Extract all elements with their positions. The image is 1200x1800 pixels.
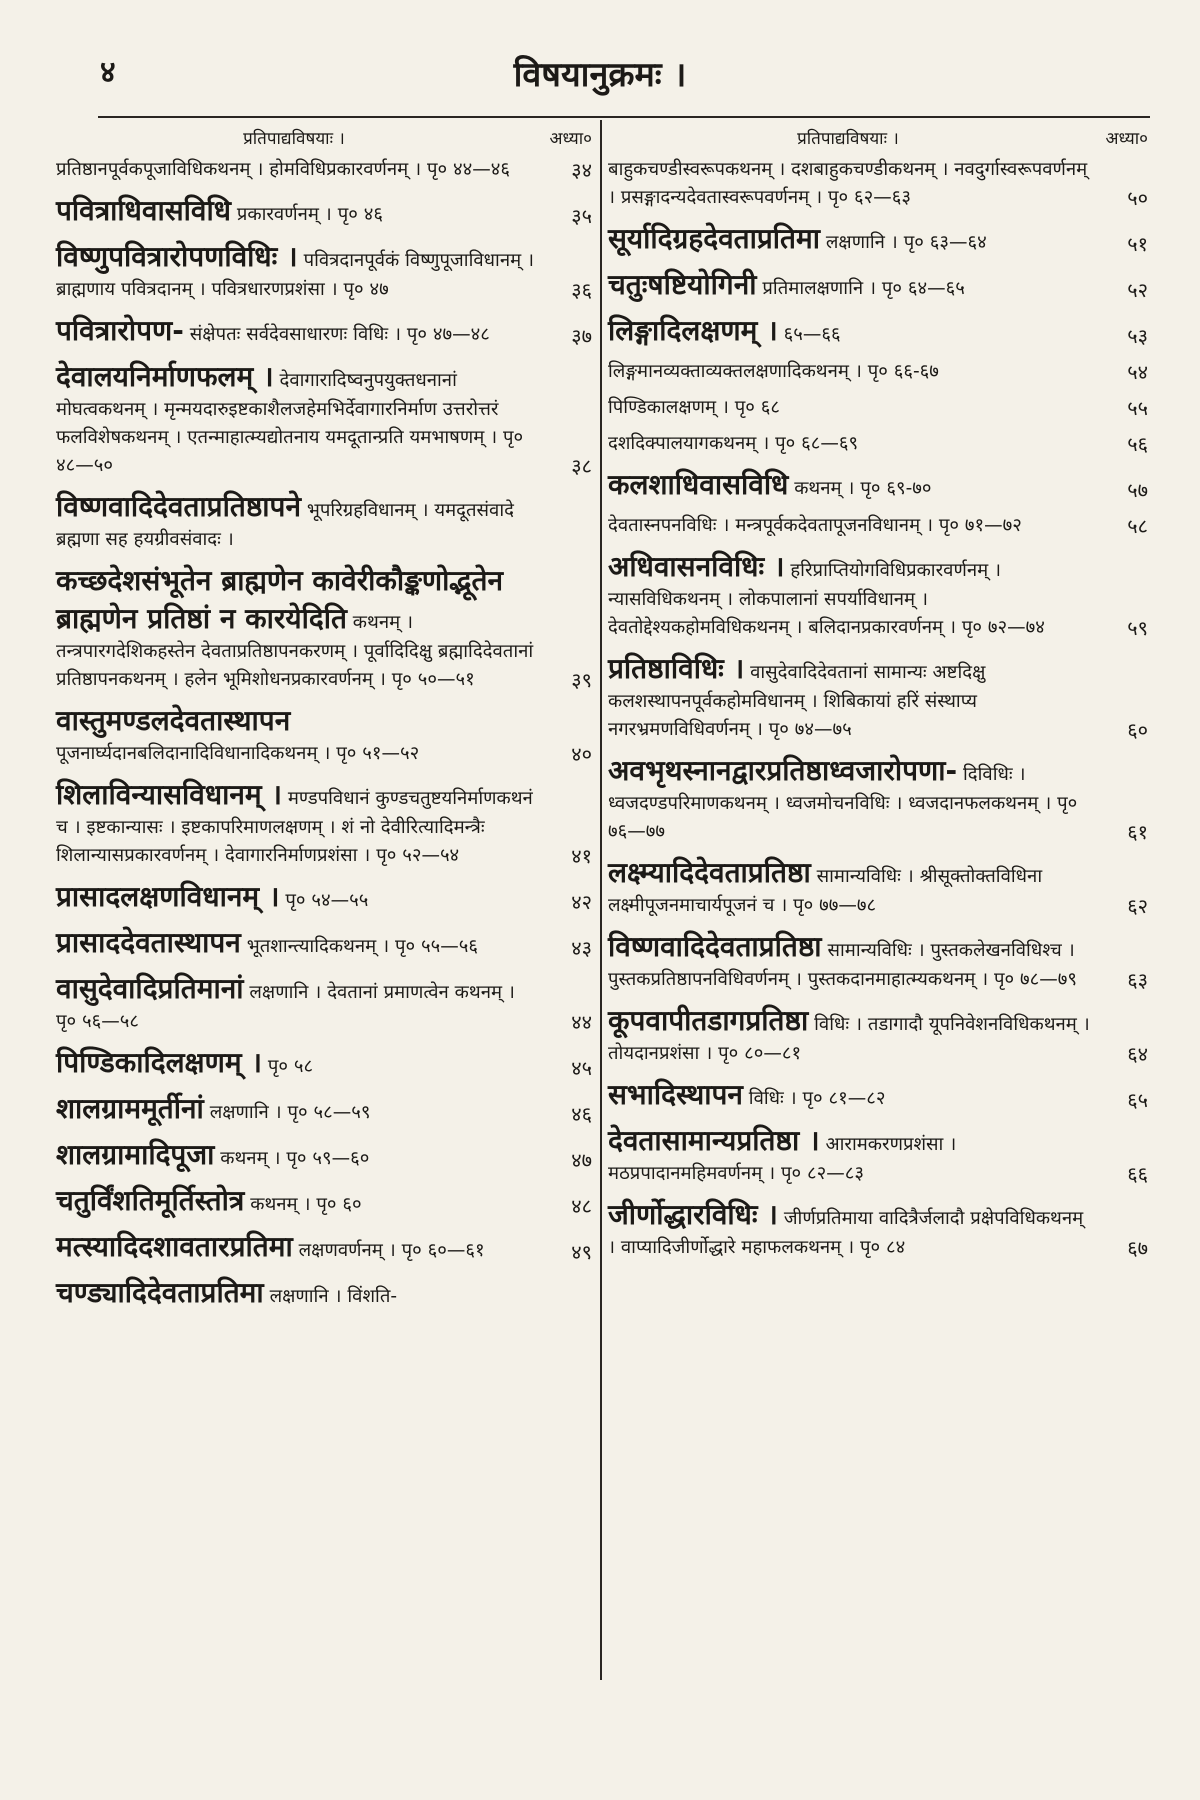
toc-entry-text xyxy=(608,156,1102,212)
toc-entry-text xyxy=(608,430,1102,458)
toc-entry-heading: शालग्राममूर्तीनां xyxy=(56,1092,204,1125)
toc-entry-description: लक्षणानि । देवतानां प्रमाणत्वेन कथनम् । पृ० ५६—५८ xyxy=(56,982,515,1032)
toc-entry xyxy=(56,1090,592,1128)
toc-entry-chapter-number: ५४ xyxy=(1127,360,1148,384)
toc-entry-chapter-number: ५६ xyxy=(1127,432,1148,456)
toc-entry-chapter-number: ४४ xyxy=(571,1010,592,1034)
toc-entry-text xyxy=(608,312,1102,350)
toc-entry-text xyxy=(608,752,1102,846)
left-entry-list xyxy=(56,156,592,1312)
toc-entry xyxy=(608,512,1148,540)
toc-entry-heading: प्रतिष्ठाविधिः । xyxy=(608,652,745,685)
toc-entry-description: आरामकरणप्रशंसा । मठप्रपादानमहिमवर्णनम् । पृ० ८२—८३ xyxy=(608,1134,957,1184)
toc-entry xyxy=(56,238,592,304)
toc-entry-heading: चतुर्विंशतिमूर्तिस्तोत्र xyxy=(56,1184,245,1217)
toc-entry xyxy=(56,924,592,962)
toc-entry-text xyxy=(608,1002,1102,1068)
right-entry-list xyxy=(608,156,1148,1262)
toc-entry-text xyxy=(608,266,1102,304)
toc-entry-chapter-number: ३८ xyxy=(571,454,592,478)
right-column xyxy=(608,120,1148,1270)
toc-entry-text xyxy=(608,358,1102,386)
toc-entry-heading: मत्स्यादिदशावतारप्रतिमा xyxy=(56,1230,293,1263)
toc-entry xyxy=(608,266,1148,304)
toc-entry-description: प्रतिष्ठानपूर्वकपूजाविधिकथनम् । होमविधिप्रकारवर्णनम् । पृ० ४४—४६ xyxy=(56,159,510,180)
toc-entry-heading: देवालयनिर्माणफलम् । xyxy=(56,360,274,393)
toc-entry xyxy=(56,1274,592,1312)
toc-entry-chapter-number: ५५ xyxy=(1127,396,1148,420)
toc-entry-heading: चतुःषष्टियोगिनी xyxy=(608,268,757,301)
page-number: ४ xyxy=(100,55,116,90)
toc-entry-description: लिङ्गमानव्यक्ताव्यक्तलक्षणादिकथनम् । पृ० ६६-६७ xyxy=(608,361,939,382)
subject-header: प्रतिपाद्यविषयाः । xyxy=(797,129,899,149)
toc-entry xyxy=(56,562,592,694)
toc-entry-heading: प्रासाददेवतास्थापन xyxy=(56,926,241,959)
toc-entry-heading: विष्णुपवित्रारोपणविधिः । xyxy=(56,240,298,273)
toc-entry xyxy=(56,488,592,554)
toc-entry-description: विधिः । तडागादौ यूपनिवेशनविधिकथनम् । तोयदानप्रशंसा । पृ० ८०—८१ xyxy=(608,1014,1090,1064)
toc-entry-description: वासुदेवादिदेवतानां सामान्यः अष्टदिक्षु कलशस्थापनपूर्वकहोमविधानम् । शिबिकायां हरिं संस्थाप्य नगरभ्रमणविधिवर्णनम् । पृ० ७४—७५ xyxy=(608,662,986,740)
page-title: विषयानुक्रमः । xyxy=(513,55,687,95)
toc-entry-chapter-number: ६५ xyxy=(1127,1088,1148,1112)
toc-entry xyxy=(56,312,592,350)
toc-entry xyxy=(56,1136,592,1174)
toc-entry-heading: विष्णवादिदेवताप्रतिष्ठा xyxy=(608,930,822,963)
toc-entry-description: संक्षेपतः सर्वदेवसाधारणः विधिः । पृ० ४७—४८ xyxy=(189,324,490,345)
chapter-header: अध्या० xyxy=(1105,129,1148,149)
toc-entry xyxy=(56,776,592,870)
toc-entry-text xyxy=(608,220,1102,258)
toc-entry-heading: देवतासामान्यप्रतिष्ठा । xyxy=(608,1124,820,1157)
toc-entry-text xyxy=(608,466,1102,504)
toc-entry-heading: शालग्रामादिपूजा xyxy=(56,1138,215,1171)
toc-entry-chapter-number: ३६ xyxy=(571,278,592,302)
toc-entry-text xyxy=(56,924,546,962)
left-column xyxy=(56,120,592,1320)
toc-entry-description: सामान्यविधिः । श्रीसूक्तोक्तविधिना लक्ष्मीपूजनमाचार्यपूजनं च । पृ० ७७—७८ xyxy=(608,866,1043,916)
toc-entry-chapter-number: ३५ xyxy=(571,204,592,228)
column-divider xyxy=(600,120,602,1680)
toc-entry-description: कथनम् । तन्त्रपारगदेशिकहस्तेन देवताप्रतिष्ठापनकरणम् । पूर्वादिदिक्षु ब्रह्मादिदेवतानां प्रतिष्ठापनकथनम् । हलेन भूमिशोधनप्रकारवर्णनम् । पृ० ५०—५१ xyxy=(56,612,534,690)
toc-entry-text xyxy=(56,562,546,694)
toc-entry-text xyxy=(608,548,1102,642)
toc-entry-description: लक्षणानि । विंशति- xyxy=(269,1286,398,1307)
toc-entry xyxy=(608,1196,1148,1262)
toc-entry xyxy=(608,854,1148,920)
toc-entry xyxy=(56,1044,592,1082)
toc-entry-chapter-number: ५३ xyxy=(1127,324,1148,348)
toc-entry xyxy=(608,928,1148,994)
toc-entry-description: भूतशान्त्यादिकथनम् । पृ० ५५—५६ xyxy=(246,936,478,957)
toc-entry-heading: सभादिस्थापन xyxy=(608,1078,743,1111)
toc-entry-heading: सूर्यादिग्रहदेवताप्रतिमा xyxy=(608,222,820,255)
toc-entry-text xyxy=(608,928,1102,994)
toc-entry-chapter-number: ६२ xyxy=(1127,894,1148,918)
toc-entry xyxy=(608,312,1148,350)
toc-entry xyxy=(608,430,1148,458)
toc-entry-chapter-number: ५१ xyxy=(1127,232,1148,256)
toc-entry xyxy=(608,1076,1148,1114)
toc-entry-description: सामान्यविधिः । पुस्तकलेखनविधिश्च । पुस्तकप्रतिष्ठापनविधिवर्णनम् । पुस्तकदानमाहात्म्यकथनम् । पृ० ७८—७९ xyxy=(608,940,1078,990)
toc-entry xyxy=(608,466,1148,504)
toc-entry-description: देवतास्नपनविधिः । मन्त्रपूर्वकदेवतापूजनविधानम् । पृ० ७१—७२ xyxy=(608,515,1022,536)
toc-entry-heading: अधिवासनविधिः । xyxy=(608,550,785,583)
toc-entry-chapter-number: ३९ xyxy=(571,668,592,692)
toc-entry-heading: जीर्णोद्धारविधिः । xyxy=(608,1198,778,1231)
toc-entry xyxy=(56,1228,592,1266)
toc-entry-text xyxy=(56,1136,546,1174)
toc-entry-description: बाहुकचण्डीस्वरूपकथनम् । दशबाहुकचण्डीकथनम् । नवदुर्गास्वरूपवर्णनम् । प्रसङ्गादन्यदेवतास्वरूपवर्णनम् । पृ० ६२—६३ xyxy=(608,159,1088,208)
right-column-header xyxy=(608,120,1148,156)
toc-entry-chapter-number: ६१ xyxy=(1127,820,1148,844)
toc-entry-description: प्रतिमालक्षणानि । पृ० ६४—६५ xyxy=(762,278,965,299)
toc-entry-text xyxy=(56,970,546,1036)
toc-entry-text xyxy=(56,156,546,184)
toc-entry-chapter-number: ६६ xyxy=(1127,1162,1148,1186)
toc-entry-description: कथनम् । पृ० ६० xyxy=(250,1194,362,1215)
toc-entry-text xyxy=(56,1090,546,1128)
toc-entry-description: हरिप्राप्तियोगविधिप्रकारवर्णनम् । न्यासविधिकथनम् । लोकपालानां सपर्याविधानम् । देवतोद्देश्यकहोमविधिकथनम् । बलिदानप्रकारवर्णनम् । पृ० ७२—७४ xyxy=(608,560,1045,638)
toc-entry-heading: कलशाधिवासविधि xyxy=(608,468,789,501)
toc-entry-chapter-number: ४८ xyxy=(571,1194,592,1218)
toc-entry-chapter-number: ५२ xyxy=(1127,278,1148,302)
toc-entry-description: कथनम् । पृ० ५९—६० xyxy=(220,1148,370,1169)
toc-entry-description: ६५—६६ xyxy=(783,324,841,345)
toc-entry-description: पृ० ५८ xyxy=(267,1056,314,1077)
toc-entry xyxy=(608,1122,1148,1188)
toc-entry-text xyxy=(608,1076,1102,1114)
toc-entry-chapter-number: ५७ xyxy=(1127,478,1148,502)
toc-entry-text xyxy=(56,238,546,304)
toc-entry xyxy=(608,358,1148,386)
toc-entry-heading: लिङ्गादिलक्षणम् । xyxy=(608,314,778,347)
toc-entry xyxy=(56,1182,592,1220)
toc-entry-text xyxy=(608,650,1102,744)
toc-entry-text xyxy=(56,1228,546,1266)
toc-entry-text xyxy=(56,878,546,916)
toc-entry-text xyxy=(56,192,546,230)
toc-entry-heading: वासुदेवादिप्रतिमानां xyxy=(56,972,244,1005)
toc-entry xyxy=(608,394,1148,422)
toc-entry-text xyxy=(608,854,1102,920)
toc-entry-text xyxy=(56,1274,546,1312)
toc-entry-chapter-number: ४३ xyxy=(571,936,592,960)
toc-entry-heading: कच्छदेशसंभूतेन ब्राह्मणेन कावेरीकौङ्कणोद्भूतेन ब्राह्मणेन प्रतिष्ठां न कारयेदिति xyxy=(56,564,504,635)
toc-entry-text xyxy=(56,488,546,554)
header-rule xyxy=(98,116,1150,118)
toc-entry-chapter-number: ३४ xyxy=(571,158,592,182)
toc-entry xyxy=(56,156,592,184)
toc-entry-text xyxy=(608,1196,1102,1262)
toc-entry-heading: शिलाविन्यासविधानम् । xyxy=(56,778,282,811)
toc-entry xyxy=(56,970,592,1036)
toc-entry xyxy=(56,192,592,230)
toc-entry-description: प्रकारवर्णनम् । पृ० ४६ xyxy=(236,204,383,225)
toc-entry-chapter-number: ५९ xyxy=(1127,616,1148,640)
toc-entry xyxy=(56,702,592,768)
toc-entry-heading: प्रासादलक्षणविधानम् । xyxy=(56,880,280,913)
toc-entry-chapter-number: ६४ xyxy=(1127,1042,1148,1066)
toc-entry-text xyxy=(56,1044,546,1082)
toc-entry-text xyxy=(56,358,546,480)
toc-entry-description: पवित्रदानपूर्वकं विष्णुपूजाविधानम् । ब्राह्मणाय पवित्रदानम् । पवित्रधारणप्रशंसा । पृ० ४७ xyxy=(56,250,535,300)
toc-entry-heading: लक्ष्म्यादिदेवताप्रतिष्ठा xyxy=(608,856,811,889)
toc-entry-heading: वास्तुमण्डलदेवतास्थापन xyxy=(56,704,291,737)
toc-entry-chapter-number: ४२ xyxy=(571,890,592,914)
left-column-header xyxy=(56,120,592,156)
toc-entry-description: विधिः । पृ० ८१—८२ xyxy=(748,1088,886,1109)
toc-entry-description: जीर्णप्रतिमाया वादित्रैर्जलादौ प्रक्षेपविधिकथनम् । वाप्यादिजीर्णोद्धारे महाफलकथनम् । पृ० ८४ xyxy=(608,1208,1084,1258)
toc-entry-heading: पवित्रारोपण- xyxy=(56,314,184,347)
toc-entry-description: दशदिक्पालयागकथनम् । पृ० ६८—६९ xyxy=(608,433,859,454)
toc-entry-description: लक्षणवर्णनम् । पृ० ६०—६१ xyxy=(298,1240,485,1261)
toc-entry-heading: चण्ड्यादिदेवताप्रतिमा xyxy=(56,1276,264,1309)
toc-entry xyxy=(608,650,1148,744)
toc-entry-heading: अवभृथस्नानद्वारप्रतिष्ठाध्वजारोपणा- xyxy=(608,754,958,787)
toc-entry-chapter-number: ५० xyxy=(1127,186,1148,210)
toc-entry-text xyxy=(608,394,1102,422)
toc-entry-text xyxy=(56,702,546,768)
toc-entry-description: दिविधिः । ध्वजदण्डपरिमाणकथनम् । ध्वजमोचनविधिः । ध्वजदानफलकथनम् । पृ० ७६—७७ xyxy=(608,764,1078,842)
toc-entry xyxy=(56,358,592,480)
toc-entry xyxy=(56,878,592,916)
toc-entry-description: मण्डपविधानं कुण्डचतुष्टयनिर्माणकथनं च । इष्टकान्यासः । इष्टकापरिमाणलक्षणम् । शं नो देवीरित्यादिमन्त्रैः शिलान्यासप्रकारवर्णनम् । देवागारनिर्माणप्रशंसा । पृ० ५२—५४ xyxy=(56,788,533,866)
toc-entry xyxy=(608,1002,1148,1068)
toc-entry-chapter-number: ६७ xyxy=(1127,1236,1148,1260)
toc-entry-description: देवागारादिष्वनुपयुक्तधनानां मोघत्वकथनम् । मृन्मयदारुइष्टकाशैलजहेमभिर्देवागारनिर्माण उत्तरोत्तरं फलविशेषकथनम् । एतन्माहात्म्यद्योतनाय यमदूतान्प्रति यमभाषणम् । पृ० ४८—५० xyxy=(56,370,524,476)
toc-entry-chapter-number: ४५ xyxy=(571,1056,592,1080)
toc-entry-description: लक्षणानि । पृ० ६३—६४ xyxy=(825,232,987,253)
toc-entry-description: पूजनार्घ्यदानबलिदानादिविधानादिकथनम् । पृ० ५१—५२ xyxy=(56,743,420,764)
toc-entry xyxy=(608,156,1148,212)
toc-entry-description: पृ० ५४—५५ xyxy=(285,890,369,911)
toc-entry-text xyxy=(56,312,546,350)
toc-entry-chapter-number: ६३ xyxy=(1127,968,1148,992)
toc-entry-heading: पिण्डिकादिलक्षणम् । xyxy=(56,1046,262,1079)
toc-entry xyxy=(608,548,1148,642)
toc-entry-chapter-number: ४७ xyxy=(571,1148,592,1172)
toc-entry xyxy=(608,220,1148,258)
chapter-header: अध्या० xyxy=(549,129,592,149)
toc-entry-chapter-number: ४० xyxy=(571,742,592,766)
toc-entry-text xyxy=(608,512,1102,540)
toc-entry-text xyxy=(56,776,546,870)
toc-entry-description: कथनम् । पृ० ६९-७० xyxy=(794,478,932,499)
toc-entry-heading: विष्णवादिदेवताप्रतिष्ठापने xyxy=(56,490,302,523)
toc-entry xyxy=(608,752,1148,846)
toc-entry-chapter-number: ४१ xyxy=(571,844,592,868)
toc-entry-description: पिण्डिकालक्षणम् । पृ० ६८ xyxy=(608,397,781,418)
toc-entry-chapter-number: ४६ xyxy=(571,1102,592,1126)
toc-entry-text xyxy=(608,1122,1102,1188)
toc-entry-description: लक्षणानि । पृ० ५८—५९ xyxy=(209,1102,371,1123)
toc-entry-chapter-number: ६० xyxy=(1127,718,1148,742)
subject-header: प्रतिपाद्यविषयाः । xyxy=(243,129,345,149)
toc-entry-chapter-number: ४९ xyxy=(571,1240,592,1264)
toc-entry-text xyxy=(56,1182,546,1220)
toc-entry-description: भूपरिग्रहविधानम् । यमदूतसंवादे ब्रह्मणा सह हयग्रीवसंवादः । xyxy=(56,500,514,550)
toc-entry-heading: कूपवापीतडागप्रतिष्ठा xyxy=(608,1004,809,1037)
toc-entry-heading: पवित्राधिवासविधि xyxy=(56,194,231,227)
toc-entry-chapter-number: ३७ xyxy=(571,324,592,348)
toc-entry-chapter-number: ५८ xyxy=(1127,514,1148,538)
